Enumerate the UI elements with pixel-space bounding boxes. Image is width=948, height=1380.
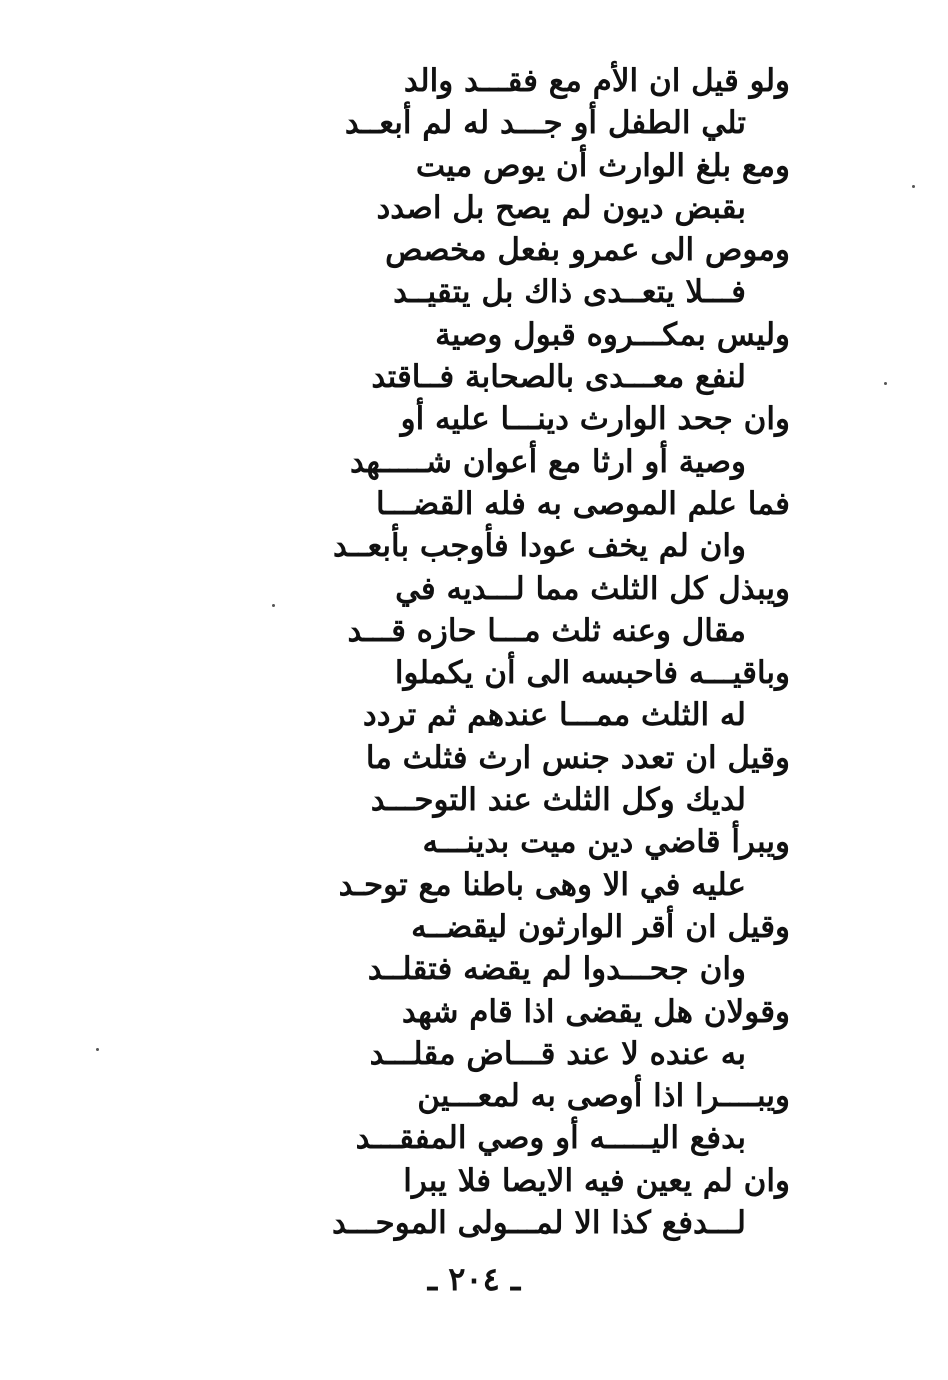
verse-line: ويبذل كل الثلث مما لـــديه في xyxy=(395,570,790,607)
verse-line: مقال وعنه ثلث مـــا حازه قـــد xyxy=(347,612,746,649)
verse-line: وصية أو ارثا مع أعوان شـــــهد xyxy=(349,443,746,480)
verse-line: وباقيـــه فاحبسه الى أن يكملوا xyxy=(394,655,790,692)
verse-line: لـــدفع كذا الا لمـــولى الموحـــد xyxy=(332,1205,746,1242)
verse-line: وان جحـــدوا لم يقضه فتقلــد xyxy=(367,951,746,988)
verse-line: وليس بمكـــروه قبول وصية xyxy=(435,316,790,353)
verse-line: به عنده لا عند قـــاض مقلـــد xyxy=(369,1035,746,1072)
verse-line: وقيل ان أقر الوارثون ليقضــه xyxy=(411,908,790,945)
verse-line: وقيل ان تعدد جنس ارث فثلث ما xyxy=(365,739,790,776)
verse-line: له الثلث ممـــا عندهم ثم تردد xyxy=(362,697,746,734)
verse-line: وموص الى عمرو بفعل مخصص xyxy=(385,232,790,269)
verse-line: ومع بلغ الوارث أن يوص ميت xyxy=(415,147,790,184)
verse-line: عليه في الا وهى باطنا مع توحـد xyxy=(338,866,746,903)
verse-line: تلي الطفل أو جـــد له لم أبعــد xyxy=(344,105,746,142)
verse-line: فـــلا يتعــدى ذاك بل يتقيــد xyxy=(393,274,746,311)
poem-body xyxy=(170,60,790,1244)
verse-line: وقولان هل يقضى اذا قام شهد xyxy=(401,993,790,1030)
verse-line: لديك وكل الثلث عند التوحـــد xyxy=(370,782,746,819)
page-number: ـ ٢٠٤ ـ xyxy=(427,1260,521,1298)
scan-speck xyxy=(96,1048,99,1051)
verse-line: لنفع معـــدى بالصحابة فــاقتد xyxy=(371,359,746,396)
scan-speck xyxy=(912,185,915,188)
verse-line: وان لم يخف عودا فأوجب بأبعــد xyxy=(333,528,746,565)
verse-line: ويبرأ قاضي دين ميت بدينـــه xyxy=(422,824,790,861)
verse-line: بقبض ديون لم يصح بل اصدد xyxy=(376,189,746,226)
verse-line: بدفع اليـــــه أو وصي المفقـــد xyxy=(355,1120,746,1157)
scan-speck xyxy=(884,382,887,385)
verse-line: ويبــــرا اذا أوصى به لمعـــين xyxy=(417,1078,790,1115)
scan-speck xyxy=(272,604,275,607)
verse-line: ولو قيل ان الأم مع فقـــد والد xyxy=(403,63,790,99)
verse-line: فما علم الموصى به فله القضـــا xyxy=(376,485,790,522)
verse-line: وان لم يعين فيه الايصا فلا يبرا xyxy=(403,1162,790,1199)
verse-line: وان جحد الوارث دينـــا عليه أو xyxy=(400,401,790,438)
